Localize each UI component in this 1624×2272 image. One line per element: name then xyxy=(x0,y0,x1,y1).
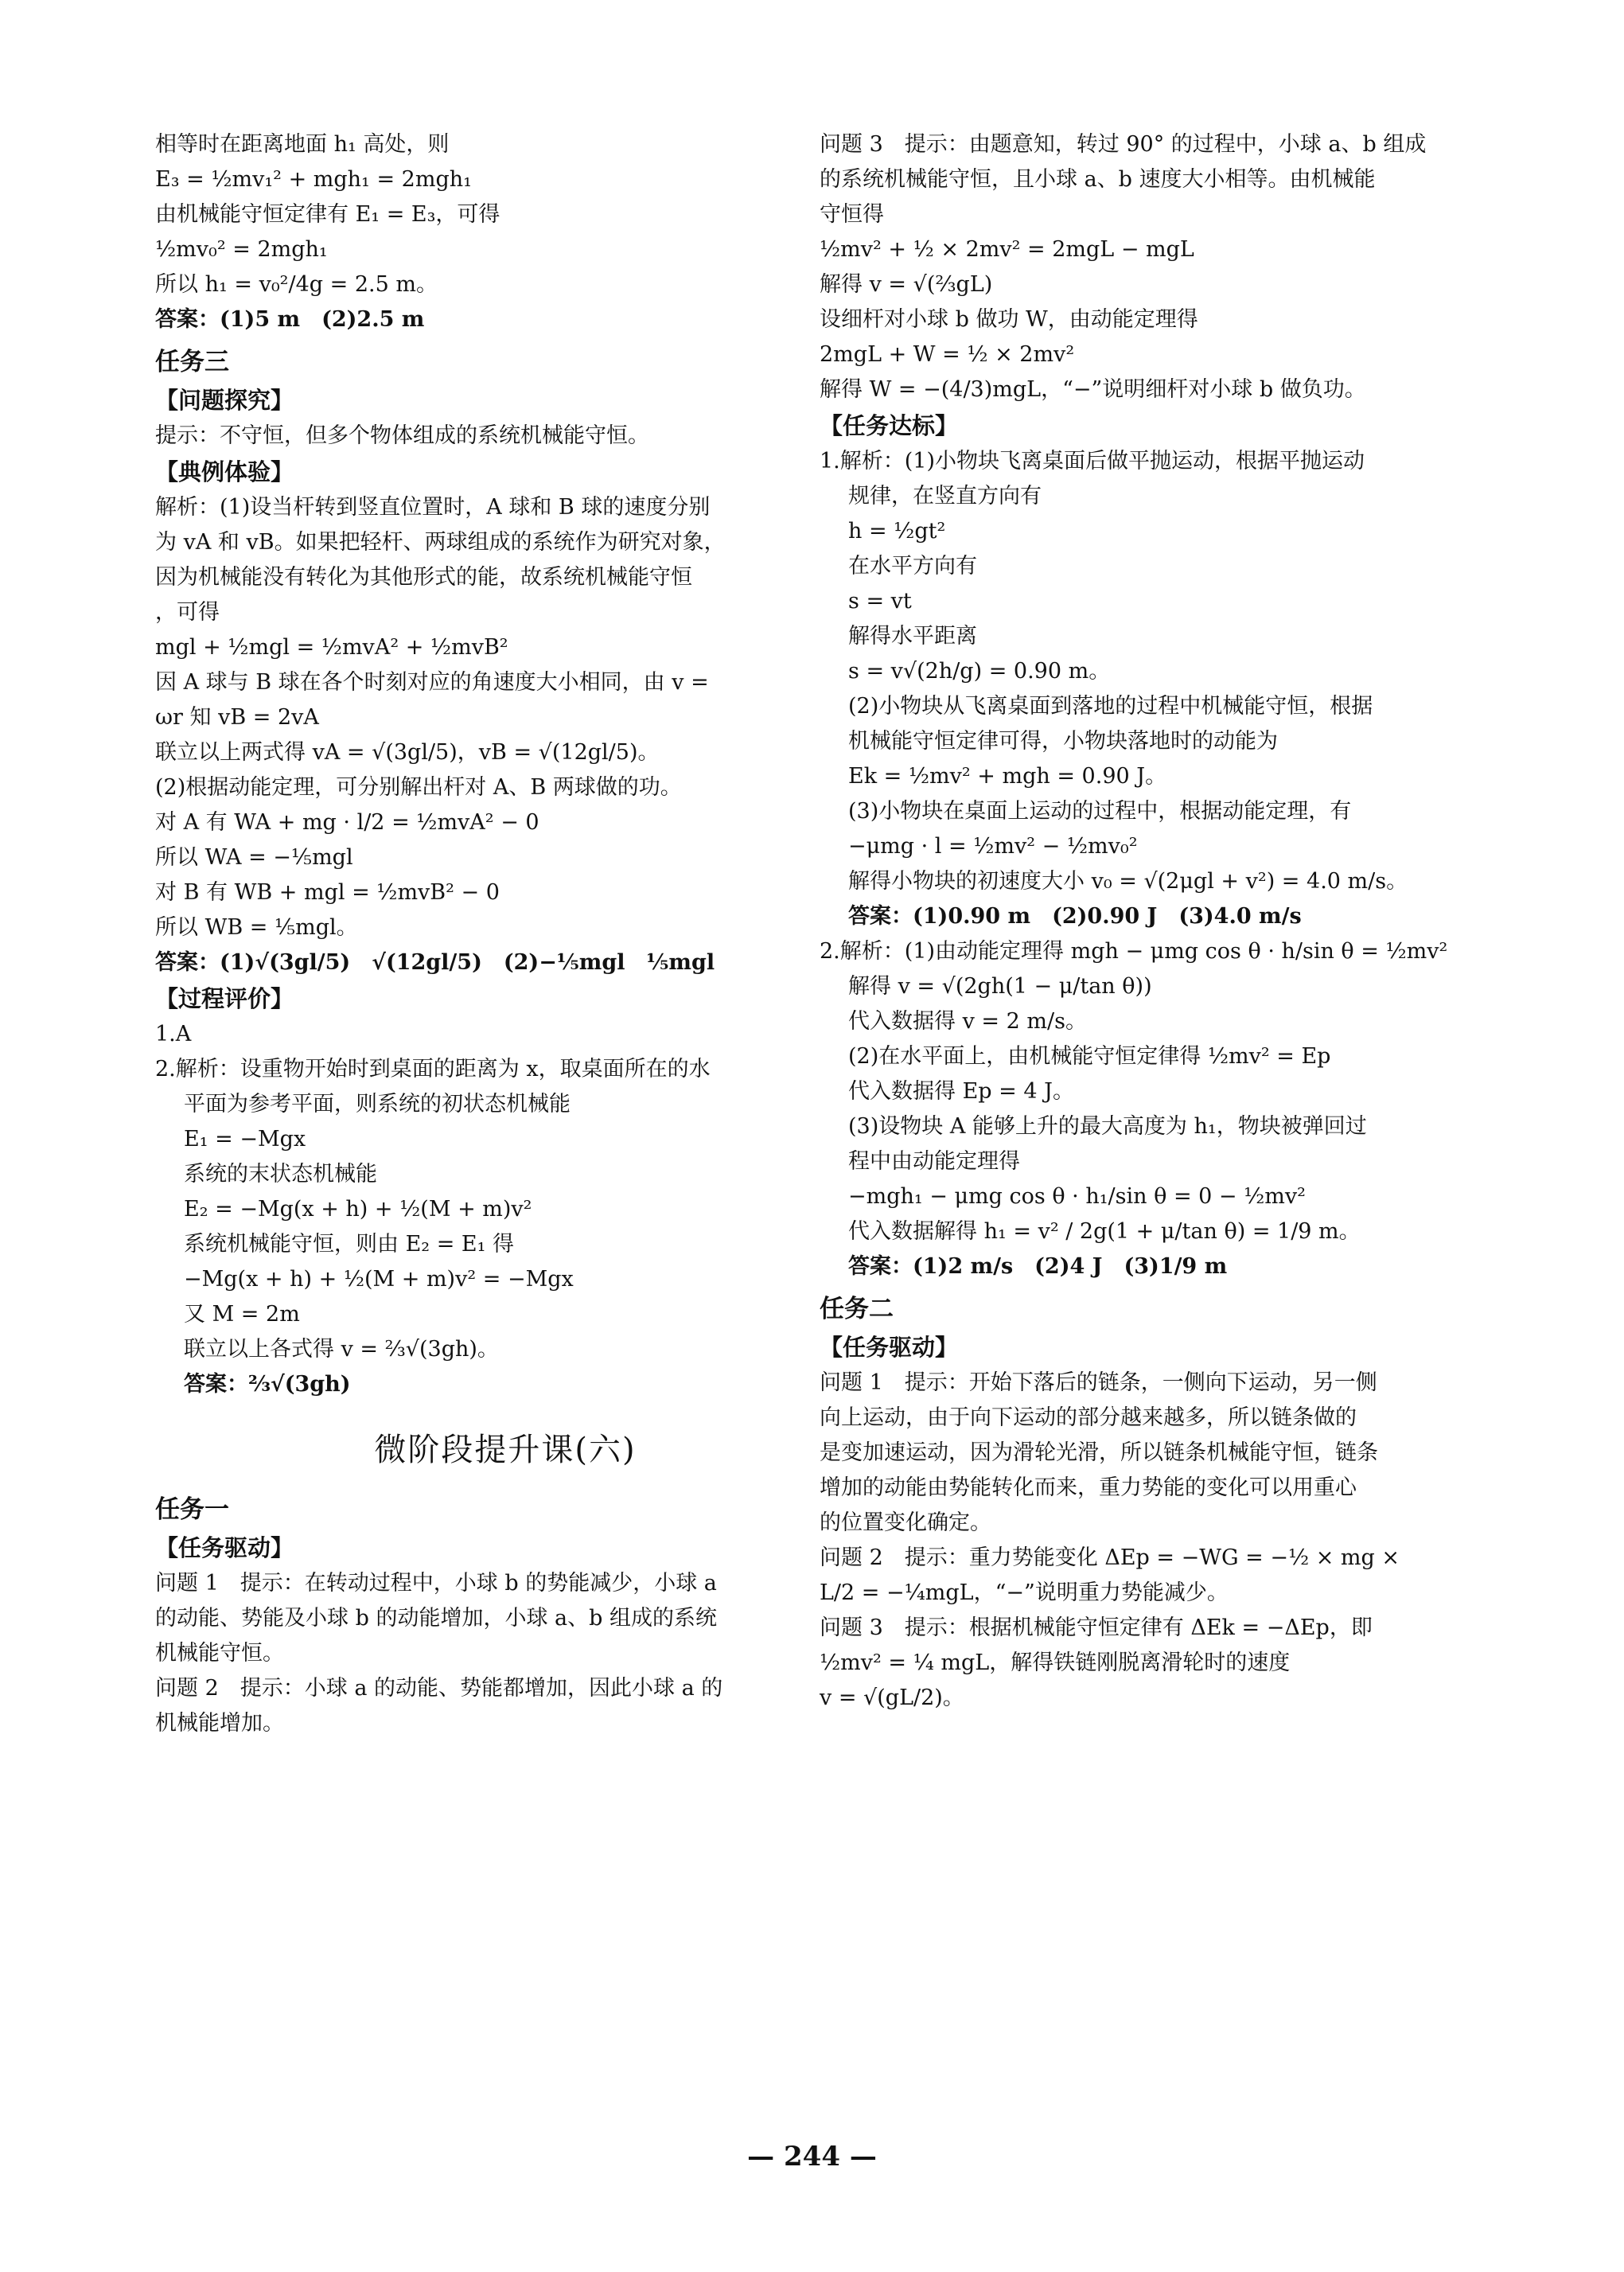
subsection-heading: 【典例体验】 xyxy=(155,458,294,485)
text-line: 系统机械能守恒，则由 E₂ = E₁ 得 xyxy=(184,1232,515,1257)
text-line: 的动能、势能及小球 b 的动能增加，小球 a、b 组成的系统 xyxy=(155,1606,717,1631)
answer-line: 答案：(1)√(3gl/5) √(12gl/5) (2)−⅕mgl ⅕mgl xyxy=(155,950,715,975)
formula-line: E₃ = ½mv₁² + mgh₁ = 2mgh₁ xyxy=(155,167,472,192)
text-line: 由机械能守恒定律有 E₁ = E₃，可得 xyxy=(155,202,500,227)
text-line: 机械能守恒。 xyxy=(155,1641,284,1666)
formula-line: 所以 WA = −⅕mgl xyxy=(155,845,353,870)
text-line: 机械能守恒定律可得，小物块落地时的动能为 xyxy=(848,729,1278,754)
answer-line: 答案：(1)5 m (2)2.5 m xyxy=(155,307,425,332)
left-column xyxy=(155,127,855,1741)
formula-line: s = v√(2h/g) = 0.90 m。 xyxy=(848,659,1111,684)
subsection-heading: 【任务驱动】 xyxy=(820,1334,959,1361)
formula-line: 解得 v = √(⅔gL) xyxy=(820,272,993,297)
text-line: 问题 1 提示：开始下落后的链条，一侧向下运动，另一侧 xyxy=(820,1370,1377,1395)
text-line: 问题 3 提示：由题意知，转过 90° 的过程中，小球 a、b 组成 xyxy=(820,132,1427,157)
text-line: 机械能增加。 xyxy=(155,1711,284,1736)
section-heading: 任务一 xyxy=(155,1495,229,1524)
subsection-heading: 【任务驱动】 xyxy=(155,1534,294,1561)
formula-line: ½mv² + ½ × 2mv² = 2mgL − mgL xyxy=(820,237,1194,262)
text-line: 的系统机械能守恒，且小球 a、b 速度大小相等。由机械能 xyxy=(820,167,1376,192)
formula-line: 解得小物块的初速度大小 v₀ = √(2μgl + v²) = 4.0 m/s。 xyxy=(848,869,1408,894)
formula-line: ½mv₀² = 2mgh₁ xyxy=(155,237,328,262)
text-line: 代入数据得 Ep = 4 J。 xyxy=(848,1079,1074,1104)
text-line: 设细杆对小球 b 做功 W，由动能定理得 xyxy=(820,307,1198,332)
formula-line: 解得 W = −(4/3)mgL，“−”说明细杆对小球 b 做负功。 xyxy=(820,377,1366,402)
page-number: — 244 — xyxy=(747,2141,877,2173)
formula-line: 对 B 有 WB + mgl = ½mvB² − 0 xyxy=(155,880,500,905)
formula-line: s = vt xyxy=(848,589,912,614)
text-line: 问题 2 提示：小球 a 的动能、势能都增加，因此小球 a 的 xyxy=(155,1676,723,1701)
formula-line: 问题 2 提示：重力势能变化 ΔEp = −WG = −½ × mg × xyxy=(820,1545,1400,1570)
formula-line: E₁ = −Mgx xyxy=(184,1127,306,1152)
text-line: 1.A xyxy=(155,1022,192,1046)
formula-line: 解得 v = √(2gh(1 − μ/tan θ)) xyxy=(848,974,1152,999)
text-line: 2.解析：设重物开始时到桌面的距离为 x，取桌面所在的水 xyxy=(155,1057,711,1081)
section-heading: 任务三 xyxy=(155,348,229,376)
answer-line: 答案：⅔√(3gh) xyxy=(184,1372,351,1397)
text-line: 提示：不守恒，但多个物体组成的系统机械能守恒。 xyxy=(155,423,649,448)
text-line: 因为机械能没有转化为其他形式的能，故系统机械能守恒 xyxy=(155,565,692,590)
text-line: 在水平方向有 xyxy=(848,554,977,579)
formula-line: ½mv² = ¼ mgL，解得铁链刚脱离滑轮时的速度 xyxy=(820,1650,1291,1675)
answer-line: 答案：(1)0.90 m (2)0.90 J (3)4.0 m/s xyxy=(848,904,1302,929)
text-line: 规律，在竖直方向有 xyxy=(848,484,1042,509)
formula-line: 2mgL + W = ½ × 2mv² xyxy=(820,342,1075,367)
subsection-heading: 【问题探究】 xyxy=(155,387,294,414)
text-line: 问题 1 提示：在转动过程中，小球 b 的势能减少，小球 a xyxy=(155,1571,717,1596)
right-column xyxy=(820,127,1520,1716)
text-line: 相等时在距离地面 h₁ 高处，则 xyxy=(155,132,450,157)
answer-line: 答案：(1)2 m/s (2)4 J (3)1/9 m xyxy=(848,1254,1228,1279)
formula-line: 又 M = 2m xyxy=(184,1302,300,1327)
formula-line: v = √(gL/2)。 xyxy=(820,1685,964,1710)
formula-line: 2.解析：(1)由动能定理得 mgh − μmg cos θ · h/sin θ = ½mv² xyxy=(820,939,1448,964)
text-line: ωr 知 vB = 2vA xyxy=(155,705,319,730)
formula-line: h = ½gt² xyxy=(848,519,946,544)
text-line: 系统的末状态机械能 xyxy=(184,1162,377,1187)
formula-line: −Mg(x + h) + ½(M + m)v² = −Mgx xyxy=(184,1267,574,1292)
text-line: 是变加速运动，因为滑轮光滑，所以链条机械能守恒，链条 xyxy=(820,1440,1378,1465)
text-line: 增加的动能由势能转化而来，重力势能的变化可以用重心 xyxy=(820,1475,1357,1500)
formula-line: −mgh₁ − μmg cos θ · h₁/sin θ = 0 − ½mv² xyxy=(848,1184,1306,1209)
text-line: ，可得 xyxy=(155,600,220,625)
text-line: 1.解析：(1)小物块飞离桌面后做平抛运动，根据平抛运动 xyxy=(820,449,1365,473)
text-line: (3)设物块 A 能够上升的最大高度为 h₁，物块被弹回过 xyxy=(848,1114,1367,1139)
text-line: 问题 3 提示：根据机械能守恒定律有 ΔEk = −ΔEp，即 xyxy=(820,1615,1373,1640)
formula-line: 所以 WB = ⅕mgl。 xyxy=(155,915,358,940)
text-line: 为 vA 和 vB。如果把轻杆、两球组成的系统作为研究对象， xyxy=(155,530,726,555)
formula-line: (2)在水平面上，由机械能守恒定律得 ½mv² = Ep xyxy=(848,1044,1331,1069)
formula-line: 对 A 有 WA + mg · l/2 = ½mvA² − 0 xyxy=(155,810,539,835)
text-line: 守恒得 xyxy=(820,202,884,227)
text-line: 代入数据得 v = 2 m/s。 xyxy=(848,1009,1087,1034)
text-line: 解得水平距离 xyxy=(848,624,977,649)
formula-line: 所以 h₁ = v₀²/4g = 2.5 m。 xyxy=(155,272,438,297)
text-line: 的位置变化确定。 xyxy=(820,1510,991,1535)
subsection-heading: 【任务达标】 xyxy=(820,412,959,439)
text-line: (2)小物块从飞离桌面到落地的过程中机械能守恒，根据 xyxy=(848,694,1373,719)
text-line: 程中由动能定理得 xyxy=(848,1149,1020,1174)
formula-line: 联立以上各式得 v = ⅔√(3gh)。 xyxy=(184,1337,499,1362)
text-line: 平面为参考平面，则系统的初状态机械能 xyxy=(184,1092,571,1117)
text-line: 解析：(1)设当杆转到竖直位置时，A 球和 B 球的速度分别 xyxy=(155,495,711,520)
formula-line: Ek = ½mv² + mgh = 0.90 J。 xyxy=(848,764,1167,789)
chapter-title: 微阶段提升课(六) xyxy=(374,1432,637,1468)
formula-line: 代入数据解得 h₁ = v² / 2g(1 + μ/tan θ) = 1/9 m。 xyxy=(848,1219,1361,1244)
text-line: (2)根据动能定理，可分别解出杆对 A、B 两球做的功。 xyxy=(155,775,682,800)
text-line: (3)小物块在桌面上运动的过程中，根据动能定理，有 xyxy=(848,799,1352,824)
formula-line: mgl + ½mgl = ½mvA² + ½mvB² xyxy=(155,635,508,660)
subsection-heading: 【过程评价】 xyxy=(155,985,294,1012)
text-line: 向上运动，由于向下运动的部分越来越多，所以链条做的 xyxy=(820,1405,1357,1430)
formula-line: L/2 = −¼mgL，“−”说明重力势能减少。 xyxy=(820,1580,1229,1605)
formula-line: 联立以上两式得 vA = √(3gl/5)，vB = √(12gl/5)。 xyxy=(155,740,660,765)
section-heading: 任务二 xyxy=(820,1295,894,1323)
formula-line: E₂ = −Mg(x + h) + ½(M + m)v² xyxy=(184,1197,532,1222)
formula-line: −μmg · l = ½mv² − ½mv₀² xyxy=(848,834,1138,859)
text-line: 因 A 球与 B 球在各个时刻对应的角速度大小相同，由 v = xyxy=(155,670,709,695)
